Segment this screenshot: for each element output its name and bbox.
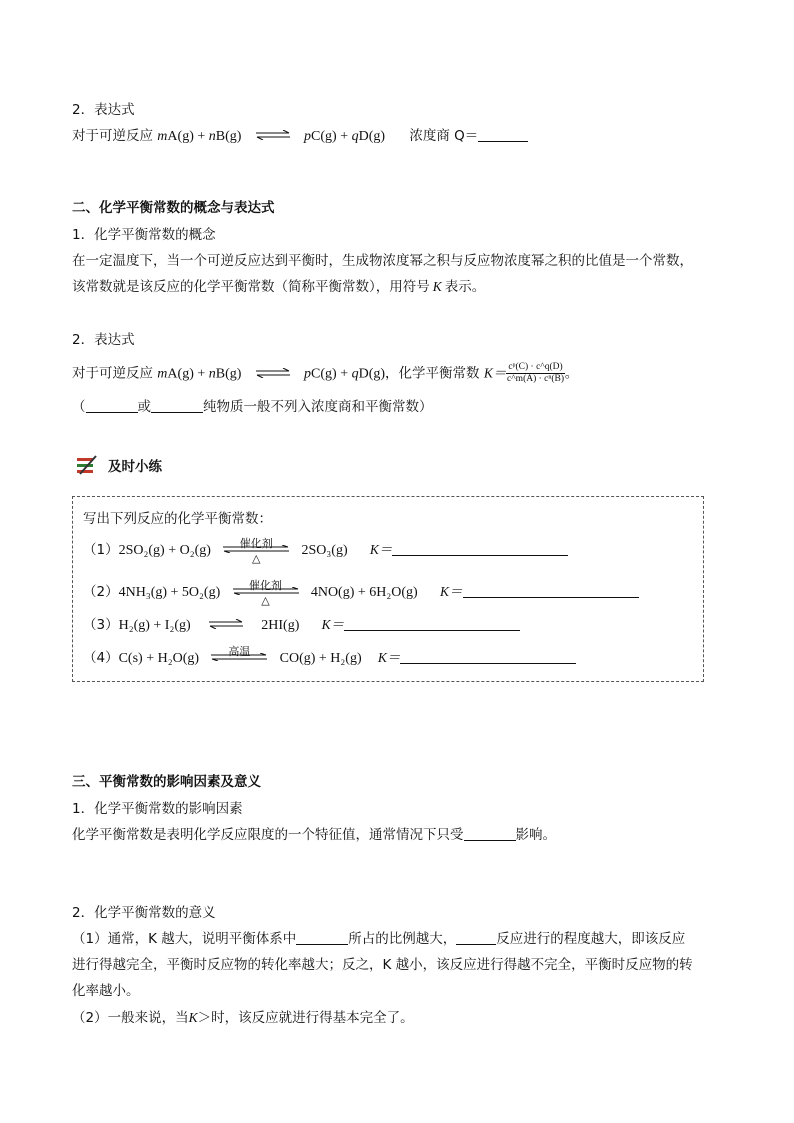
practice-item-3: （3）H₂(g) + I₂(g) 2HI(g) K＝ [83,613,520,634]
k-blank-3[interactable] [344,616,520,631]
note-blank-1[interactable] [86,398,138,413]
equilibrium-arrow-icon [256,126,290,146]
quotient-label: 浓度商 Q＝ [409,128,479,144]
k-fraction: $\frac{\text{cᵖ(C) · c\textasciicircum{}q(D)}}{\text{c\textasciicircum{}m(A) · cⁿ(B)}}$ [507,362,565,384]
k-equals: K＝ [483,365,507,381]
factor-blank[interactable] [464,826,516,841]
practice-item-4: （4）C(s) + H₂O(g) 高温 CO(g) + H₂(g) K＝ [83,645,576,671]
s3-meaning-1-line-1: （1）通常，K 越大，说明平衡体系中 所占的比例越大， 反应进行的程度越大，即该反应 [72,931,686,947]
catalyst-arrow-icon: 催化剂 △ [223,537,289,563]
box-intro: 写出下列反应的化学平衡常数： [83,511,272,527]
s2-expression-line: 对于可逆反应 mA(g) + nB(g) pC(g) + qD(g)，化学平衡常数 K＝ $\frac{\text{cᵖ(C) · c\textasciicircum{}q(D)}}{\text{c\textasciicircum{}m(A) · cⁿ(B)}}$ 。 [72,362,579,384]
pencil-icon [76,455,98,475]
s2-concept-line-1: 在一定温度下，当一个可逆反应达到平衡时，生成物浓度幂之积与反应物浓度幂之积的比值是一个常数， [72,253,693,269]
equilibrium-arrow-icon [256,364,290,384]
high-temp-arrow-icon: 高温 [211,645,267,671]
reaction-left: mA(g) + nB(g) [157,129,242,144]
practice-box [72,496,704,682]
s3-meaning-2-line: （2）一般来说，当K＞时，该反应就进行得基本完全了。 [72,1010,414,1026]
k-blank-2[interactable] [463,583,639,598]
reaction-right: pC(g) + qD(g) [304,129,386,144]
s1-expression-line [72,126,528,147]
equilibrium-arrow-icon [209,617,243,633]
k-blank-1[interactable] [392,541,568,556]
catalyst-arrow-icon: 催化剂 △ [233,579,299,605]
s2-expression-title: 2．表达式 [72,332,135,348]
quotient-blank[interactable] [478,127,528,142]
practice-title: 及时小练 [108,459,162,475]
meaning-blank-2[interactable] [456,930,496,945]
s3-meaning-1-line-3: 化率越小。 [72,983,140,999]
note-blank-2[interactable] [151,398,203,413]
s2-concept-title: 1．化学平衡常数的概念 [72,227,216,243]
k-blank-4[interactable] [400,649,576,664]
s3-meaning-1-line-2: 进行得越完全，平衡时反应物的转化率越大；反之，K 越小，该反应进行得越不完全，平衡时反应物的转 [72,957,693,973]
s2-note-line: （ 或 纯物质一般不列入浓度商和平衡常数） [72,399,433,415]
s3-factor-line: 化学平衡常数是表明化学反应限度的一个特征值，通常情况下只受 影响。 [72,827,556,843]
section-3-title: 三、平衡常数的影响因素及意义 [72,774,261,790]
s3-meaning-title: 2．化学平衡常数的意义 [72,905,216,921]
s3-factor-title: 1．化学平衡常数的影响因素 [72,801,243,817]
meaning-blank-1[interactable] [296,930,348,945]
s1-expression-title: 2．表达式 [72,102,135,118]
practice-item-2: （2）4NH₃(g) + 5O₂(g) 催化剂 △ 4NO(g) + 6H₂O(g) K＝ [83,579,639,605]
s2-concept-line-2: 该常数就是该反应的化学平衡常数（简称平衡常数），用符号 K 表示。 [72,279,486,295]
practice-item-1: （1）2SO₂(g) + O₂(g) 催化剂 △ 2SO₃(g) K＝ [83,537,568,563]
s1-expr-prefix: 对于可逆反应 [72,128,153,144]
section-2-title: 二、化学平衡常数的概念与表达式 [72,200,275,216]
